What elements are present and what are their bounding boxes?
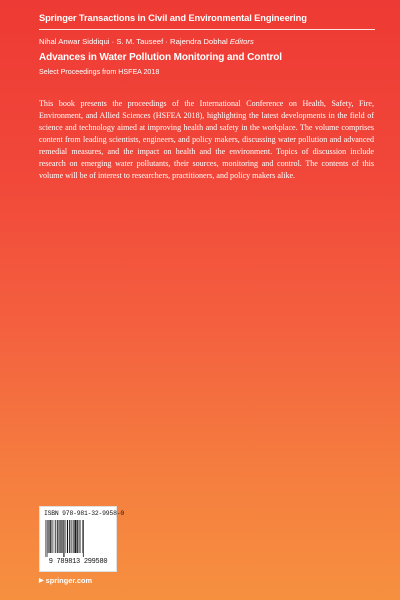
barcode-bar — [61, 520, 62, 553]
barcode-bar — [72, 520, 73, 553]
book-title: Advances in Water Pollution Monitoring and Control — [39, 52, 282, 63]
divider-rule — [39, 29, 375, 30]
barcode-bar — [59, 520, 60, 553]
barcode-bar — [63, 520, 64, 557]
barcode-bar — [75, 520, 76, 553]
barcode-digits: 9 789813 299580 — [48, 558, 108, 566]
editors-role: Editors — [229, 37, 254, 46]
barcode-panel — [39, 506, 124, 572]
arrow-right-icon: ▶ — [39, 578, 44, 584]
barcode-bar — [57, 520, 58, 553]
barcode-bar — [77, 520, 78, 553]
barcode-bar — [55, 520, 56, 553]
barcode-bar — [73, 520, 74, 553]
book-description: This book presents the proceedings of the International Conference on Health, Safety, Fire, Environment, and Allied Sciences (HSFEA 2018), highlighting the latest developments in the field of science and technology aimed at improving health and safety in the workplace. The volume comprises content from leading scientists, engineers, and policy makers, discussing water pollution and advanced remedial measures, and the impact on health and the environment. Topics of discussion include research on emerging water pollutants, their sources, monitoring and control. The contents of this volume will be of interest to researchers, practitioners, and policy makers alike. — [39, 99, 374, 181]
book-subtitle: Select Proceedings from HSFEA 2018 — [39, 68, 160, 76]
series-title: Springer Transactions in Civil and Environmental Engineering — [39, 13, 307, 23]
editor-names: Nihal Anwar Siddiqui · S. M. Tauseef · Rajendra Dobhal — [39, 37, 228, 46]
barcode-bar — [83, 520, 84, 557]
barcode-bar — [60, 520, 61, 553]
editors-line — [39, 37, 379, 46]
website-label: springer.com — [45, 576, 93, 585]
barcode-bar — [69, 520, 70, 553]
isbn-label: ISBN 978-981-32-9958-0 — [44, 510, 124, 517]
barcode-bar — [67, 520, 68, 553]
barcode-bar — [50, 520, 51, 553]
publisher-website[interactable] — [39, 576, 92, 585]
barcode-image — [45, 520, 111, 557]
barcode-bar — [47, 520, 48, 557]
